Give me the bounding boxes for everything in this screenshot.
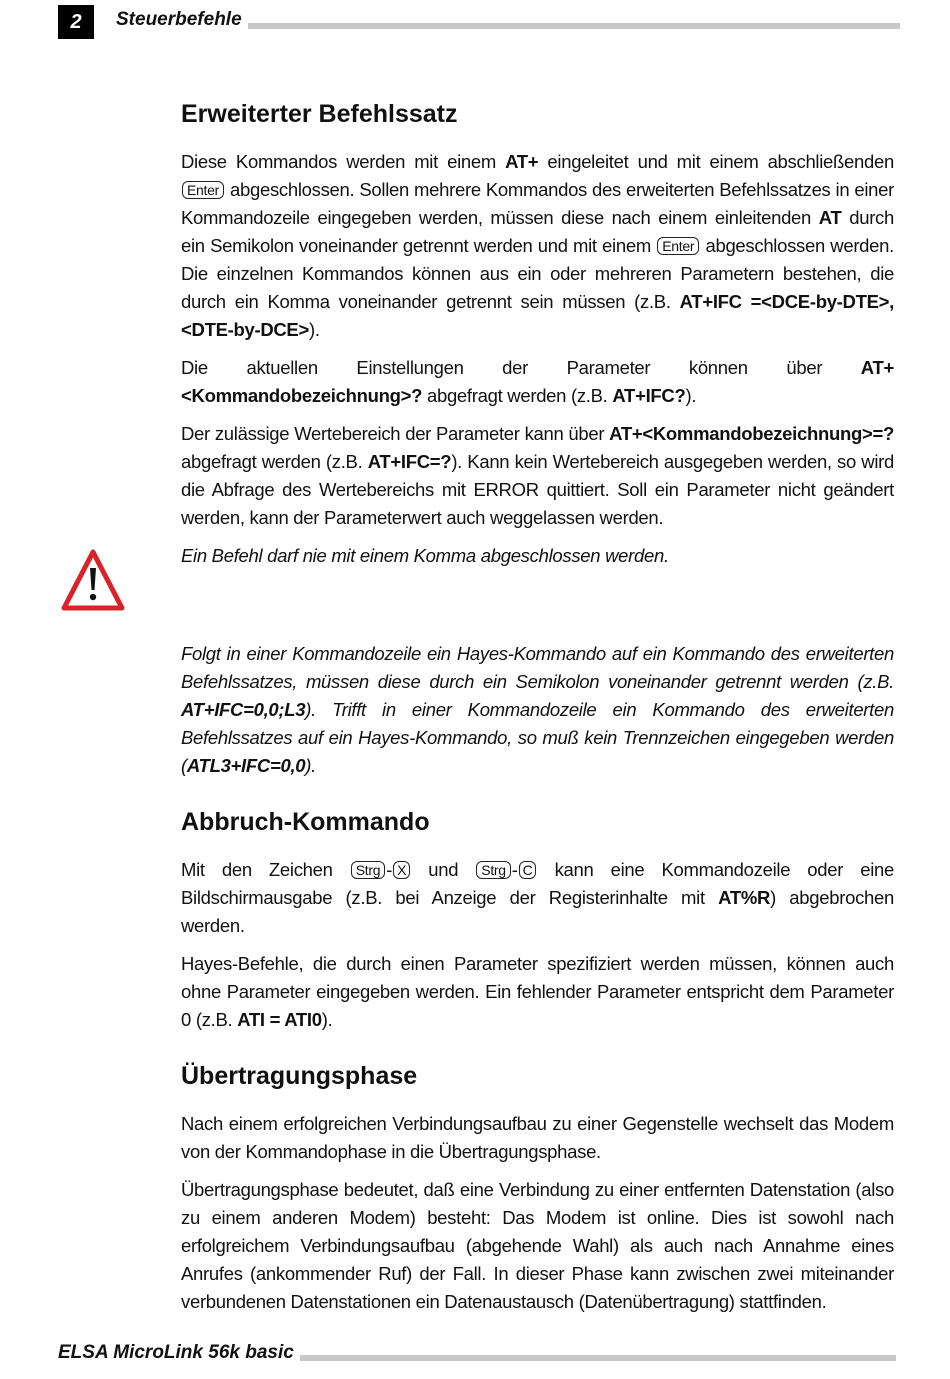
product-name: ELSA MicroLink 56k basic xyxy=(58,1342,300,1364)
strg-key: Strg xyxy=(476,861,510,879)
main-content xyxy=(181,98,894,1326)
section-title-abbruch-kommando: Abbruch-Kommando xyxy=(181,808,430,836)
warning-text: Ein Befehl darf nie mit einem Komma abgeschlossen werden. xyxy=(181,545,669,566)
paragraph-query-range: Der zulässige Wertebereich der Parameter kann über AT+<Kommandobezeichnung>=? abgefragt werden (z.B. AT+IFC=?). Kann kein Wertebereich ausgegeben werden, so wird die Abfrage des Wertebereichs mit ERROR quittiert. Soll ein Parameter nicht geändert werden, kann der Parameterwert auch weggelassen werden. xyxy=(181,423,894,528)
chapter-title: Steuerbefehle xyxy=(116,9,248,31)
paragraph-intro: Diese Kommandos werden mit einem AT+ eingeleitet und mit einem abschließenden Enter abgeschlossen. Sollen mehrere Kommandos des erweiterten Befehlssatzes in einer Kommandozeile eingegeben werden, müssen diese nach einem einleitenden AT durch ein Semikolon voneinander getrennt werden und mit einem Enter abgeschlossen werden. Die einzelnen Kommandos können aus ein oder mehreren Parametern bestehen, die durch ein Komma voneinander getrennt sein müssen (z.B. AT+IFC =<DCE-by-DTE>, <DTE-by-DCE>). xyxy=(181,151,894,340)
x-key: X xyxy=(393,861,410,879)
enter-key: Enter xyxy=(182,181,224,199)
paragraph-transfer-details: Übertragungsphase bedeutet, daß eine Verbindung zu einer entfernten Datenstation (also zu einem anderen Modem) besteht: Das Modem ist online. Dies ist sowohl nach erfolgreichem Verbindungsaufbau (abgehende Wahl) als auch nach Annahme eines Anrufes (ankommender Ruf) der Fall. In dieser Phase kann zwischen zwei miteinander verbundenen Datenstationen ein Datenaustausch (Datenübertragung) stattfinden. xyxy=(181,1179,894,1312)
page-footer xyxy=(58,1342,896,1372)
page-header xyxy=(58,5,900,39)
warning-triangle-icon xyxy=(60,548,126,612)
section-title-uebertragungsphase: Übertragungsphase xyxy=(181,1062,418,1090)
enter-key: Enter xyxy=(657,237,699,255)
c-key: C xyxy=(519,861,537,879)
paragraph-abort-keys: Mit den Zeichen Strg - X und Strg - C kann eine Kommandozeile oder eine Bildschirmausgabe (z.B. bei Anzeige der Registerinhalte mit AT%R) abgebrochen werden. xyxy=(181,859,894,936)
section-title-erweiterter-befehlssatz: Erweiterter Befehlssatz xyxy=(181,100,458,128)
paragraph-hayes-parameters: Hayes-Befehle, die durch einen Parameter spezifiziert werden müssen, können auch ohne Parameter eingegeben werden. Ein fehlender Parameter entspricht dem Parameter 0 (z.B. ATI = ATI0). xyxy=(181,953,894,1030)
note-hayes-combination: Folgt in einer Kommandozeile ein Hayes-Kommando auf ein Kommando des erweiterten Befehlssatzes, müssen diese durch ein Semikolon voneinander getrennt werden (z.B. AT+IFC=0,0;L3). Trifft in einer Kommandozeile ein Kommando des erweiterten Befehlssatzes auf ein Hayes-Kommando, so muß kein Trennzeichen eingegeben werden (ATL3+IFC=0,0). xyxy=(181,643,894,776)
chapter-number: 2 xyxy=(58,5,94,39)
strg-key: Strg xyxy=(351,861,385,879)
paragraph-transfer-intro: Nach einem erfolgreichen Verbindungsaufbau zu einer Gegenstelle wechselt das Modem von der Kommandophase in die Übertragungsphase. xyxy=(181,1113,894,1162)
paragraph-query-settings: Die aktuellen Einstellungen der Parameter können über AT+<Kommandobezeichnung>? abgefragt werden (z.B. AT+IFC?). xyxy=(181,357,894,406)
